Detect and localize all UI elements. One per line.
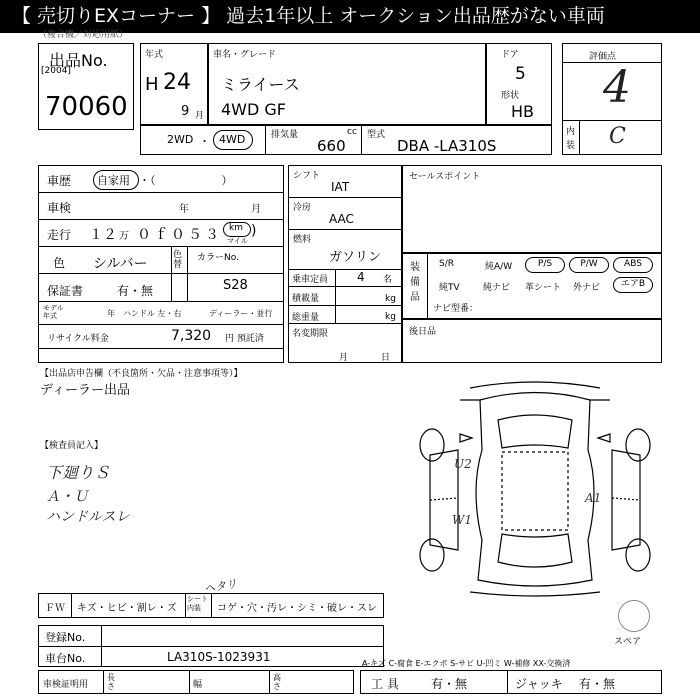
- model-year-unit: 年: [107, 309, 115, 318]
- inspection-year: 年: [179, 204, 189, 215]
- gross-label: 総重量: [292, 313, 320, 323]
- warranty-value: 有・無: [117, 284, 154, 298]
- month-value: 9: [181, 104, 190, 119]
- displacement: 660: [317, 137, 346, 155]
- eq-power-windows: [569, 257, 609, 273]
- doors-box: [486, 43, 552, 125]
- eq-ext-nav: 外ナビ: [573, 283, 601, 293]
- spare-tire-icon: [618, 600, 650, 632]
- car-name: ミライース: [221, 75, 300, 94]
- eq-airbag: [613, 277, 653, 293]
- eq-airbag-text: エアB: [620, 279, 646, 289]
- eq-tv: 純TV: [439, 283, 460, 293]
- km-unit: [223, 222, 251, 237]
- car-roof: [502, 452, 568, 530]
- capacity-label: 乗車定員: [292, 275, 329, 285]
- ac-label: 冷房: [293, 203, 312, 213]
- fw-value: キズ・ヒビ・割レ・ズ: [77, 603, 177, 614]
- notes-value: ディーラー出品: [40, 383, 130, 398]
- inspector-note-3: ハンドルスレ: [46, 509, 130, 525]
- ac-value: AAC: [329, 212, 354, 226]
- color-change-label: 色替: [173, 250, 183, 270]
- km-unit-text: km: [229, 223, 243, 233]
- year-value: 24: [163, 70, 191, 95]
- tools-label: 工 具: [371, 677, 399, 691]
- wheel-rear-left: [420, 539, 444, 571]
- eq-power-steering-text: P/S: [537, 259, 553, 269]
- lot-tag: [2004]: [41, 66, 71, 76]
- eq-abs-text: ABS: [624, 259, 642, 269]
- car-top-outline: [476, 393, 594, 587]
- seat-label: シート内装: [187, 595, 208, 612]
- year-era: H: [145, 74, 159, 95]
- doors-label: ドア: [501, 50, 519, 60]
- postdate-label: 後日品: [409, 327, 437, 337]
- dealer-label: ディーラー・並行: [209, 309, 273, 318]
- wheel-front-right: [626, 429, 650, 461]
- fuel-label: 燃料: [293, 235, 312, 245]
- car-rear-window: [498, 534, 572, 567]
- load-unit: kg: [385, 294, 396, 304]
- wheel-front-left: [420, 429, 444, 461]
- model-label: 型式: [367, 130, 386, 140]
- fw-label: ＦＷ: [45, 603, 65, 614]
- damage-code-legend: A-キズ C-腐食 E-エクボ S-サビ U-凹ミ W-補修 XX-交換済: [362, 659, 571, 668]
- shift-label: シフト: [293, 171, 321, 181]
- car-rear-bumper: [470, 592, 600, 596]
- car-grade: 4WD GF: [221, 100, 287, 119]
- chassis-label: 車台No.: [45, 652, 86, 665]
- tools-value: 有・無: [431, 677, 468, 691]
- height-label: 高さ: [273, 673, 281, 691]
- capacity-unit: 名: [383, 275, 393, 285]
- interior-score: C: [609, 124, 626, 149]
- change-month: 月: [339, 353, 349, 363]
- tools-jack-row: [360, 670, 662, 694]
- score-label: 評価点: [589, 52, 617, 62]
- car-front-bumper: [470, 382, 600, 388]
- car-windshield: [498, 415, 572, 448]
- drive-sep: ・: [199, 135, 210, 148]
- recycle-value: 7,320: [171, 328, 212, 344]
- disp-label: 排気量: [271, 130, 299, 140]
- left-info-table: 車歴 自家用 ・（ ） 車検 年 月 走行 １２ 万 ０ｆ０５３ km マイル ) 色 シルバー 色替 カラーNo. S28 保証書 有・無 モデル年式 年 ハンドル 左・右 ディーラー・並行 リサイクル料金 7,320 円 預託済: [38, 165, 284, 363]
- interior-label-1: 内: [566, 127, 576, 137]
- eq-leather: 革シート: [525, 283, 562, 293]
- spare-label: スペア: [614, 637, 642, 647]
- history-value-text: 自家用: [97, 174, 130, 187]
- mark-a1: A1: [585, 491, 602, 505]
- car-name-label: 車名・グレード: [213, 50, 277, 60]
- form-stamp: （複合機／対応用紙）: [38, 30, 129, 40]
- inspection-label: 車検: [47, 201, 72, 215]
- mileage-label: 走行: [47, 228, 72, 242]
- sales-point-box: [402, 165, 662, 253]
- disp-unit: cc: [347, 127, 357, 137]
- interior-label-2: 装: [566, 141, 576, 151]
- notes-label: 【出品店申告欄（不良箇所・欠品・注意事項等）】: [40, 369, 243, 379]
- change-day: 日: [381, 353, 391, 363]
- cert-row: [38, 670, 354, 694]
- seat-annotation: ヘタリ: [203, 577, 238, 596]
- shape-value: HB: [511, 102, 535, 121]
- fuel-value: ガソリン: [329, 250, 382, 265]
- eq-power-windows-text: P/W: [580, 259, 598, 269]
- handle-label: ハンドル 左・右: [123, 309, 182, 318]
- month-unit: 月: [195, 111, 205, 121]
- mileage-man-unit: 万: [119, 231, 129, 242]
- car-name-box: [208, 43, 486, 125]
- color-label: 色: [53, 256, 66, 270]
- warranty-label: 保証書: [47, 284, 84, 298]
- seat-value: コゲ・穴・汚レ・シミ・破レ・スレ: [217, 603, 377, 614]
- cert-label: 車検証明用: [43, 680, 89, 690]
- fw-seat-row: [38, 593, 384, 618]
- eq-nav: 純ナビ: [483, 283, 511, 293]
- width-label: 幅: [193, 680, 203, 690]
- nav-model-label: ナビ型番：: [433, 304, 479, 314]
- inspection-month: 月: [251, 204, 261, 215]
- eq-abs: [613, 257, 653, 273]
- eq-alloy-wheels: 純A/W: [485, 262, 513, 272]
- recycle-label: リサイクル料金: [47, 334, 109, 344]
- inspector-note-2: Ａ・Ｕ: [46, 489, 88, 505]
- car-damage-diagram: [410, 380, 660, 600]
- chassis-number: LA310S-1023931: [167, 650, 271, 664]
- lot-box: [38, 43, 134, 130]
- jack-label: ジャッキ: [515, 677, 563, 691]
- year-box: [140, 43, 208, 125]
- shape-label: 形状: [501, 91, 520, 101]
- reg-label: 登録No.: [45, 631, 86, 644]
- reg-chassis-table: [38, 625, 384, 667]
- page-banner: 【 売切りEXコーナー 】 過去1年以上 オークション出品歴がない車両: [0, 0, 700, 33]
- load-label: 積載量: [292, 294, 320, 304]
- lot-label: 出品No.: [49, 51, 108, 70]
- equipment-label: 装備品: [410, 262, 420, 303]
- color-no-value: S28: [223, 278, 248, 293]
- mileage-man-digits: １２: [89, 227, 117, 243]
- spec-row: [140, 125, 552, 155]
- middle-info-table: [288, 165, 402, 363]
- recycle-unit: 円 預託済: [225, 334, 264, 344]
- length-label: 長さ: [107, 673, 115, 691]
- car-right-side: [612, 450, 640, 550]
- mileage-rest: ０ｆ０５３: [137, 227, 222, 243]
- jack-value: 有・無: [579, 677, 616, 691]
- history-rest: ・（ ）: [139, 174, 233, 187]
- inspector-label: 【検査員記入】: [40, 441, 104, 451]
- mark-u2: U2: [454, 457, 472, 471]
- change-label: 名変期限: [292, 329, 329, 339]
- score-value: 4: [603, 62, 631, 113]
- year-label: 年式: [145, 50, 164, 60]
- inspector-note-1: 下廻りＳ: [46, 463, 111, 482]
- drive-2wd: 2WD: [167, 133, 194, 146]
- model-year-label: モデル年式: [43, 304, 64, 320]
- drive-4wd: [213, 130, 253, 150]
- doors-value: 5: [515, 64, 526, 84]
- color-value: シルバー: [93, 256, 148, 272]
- wheel-rear-right: [626, 539, 650, 571]
- mark-w1: W1: [452, 513, 472, 527]
- history-label: 車歴: [47, 174, 72, 188]
- model-code: DBA -LA310S: [397, 137, 497, 155]
- eq-sunroof: S/R: [439, 259, 454, 269]
- gross-unit: kg: [385, 312, 396, 322]
- score-box: [562, 43, 662, 155]
- history-value: [93, 170, 139, 190]
- shift-value: IAT: [331, 180, 350, 194]
- lot-number: 70060: [45, 92, 128, 122]
- color-no-label: カラーNo.: [197, 253, 239, 263]
- equipment-box: [402, 253, 662, 319]
- mile-unit: マイル: [227, 237, 248, 245]
- capacity-value: 4: [357, 270, 365, 284]
- drive-4wd-text: 4WD: [219, 133, 246, 146]
- sales-label: セールスポイント: [409, 172, 481, 182]
- eq-power-steering: [525, 257, 565, 273]
- postdate-box: [402, 319, 662, 363]
